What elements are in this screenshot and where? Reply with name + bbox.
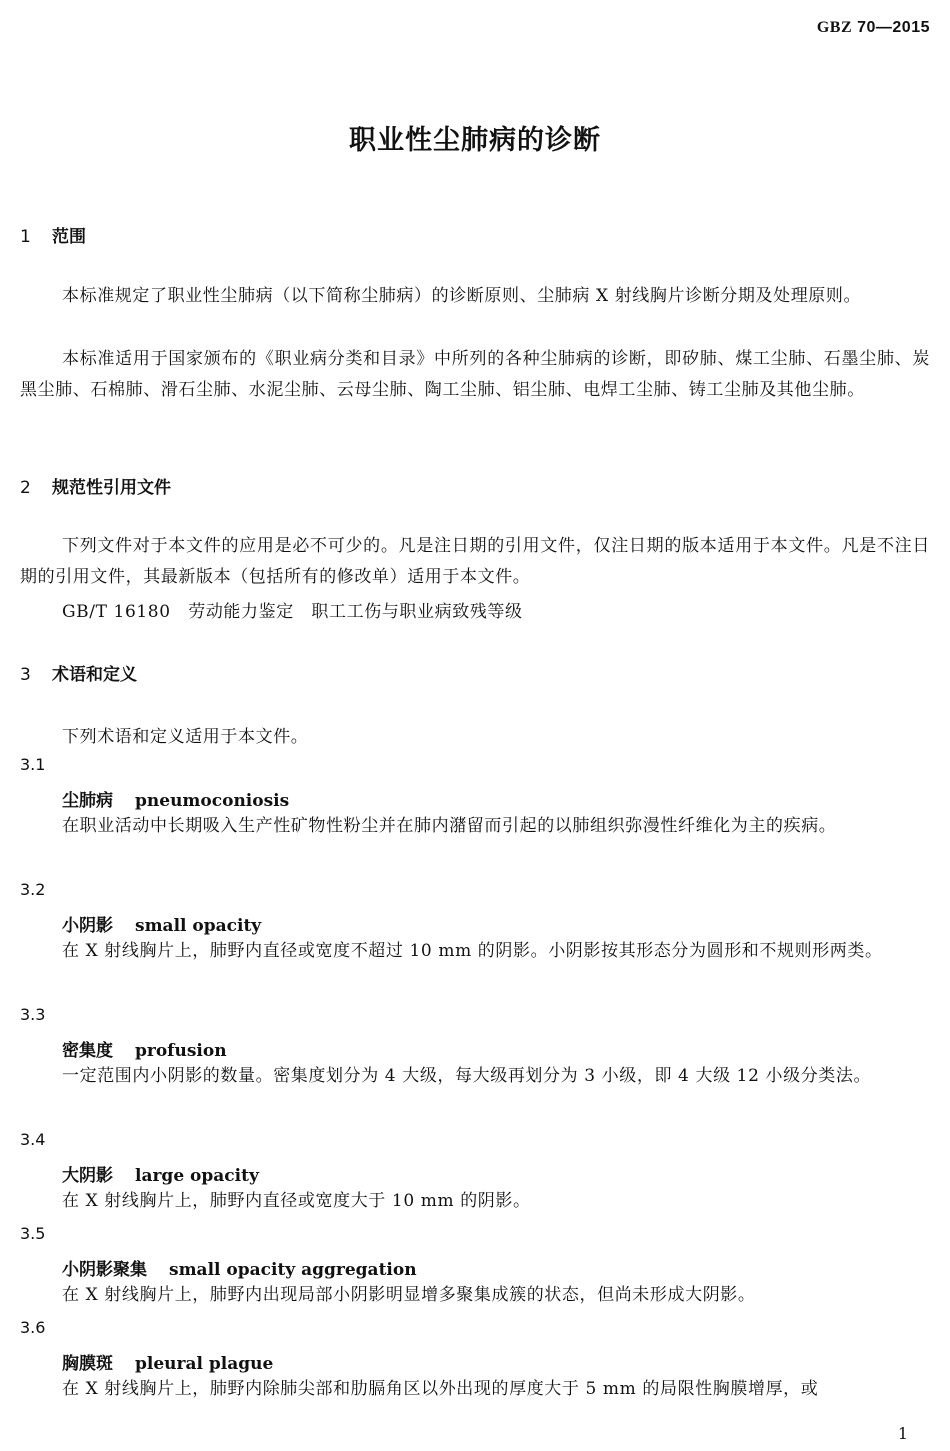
section-1-paragraph-1: 本标准规定了职业性尘肺病（以下简称尘肺病）的诊断原则、尘肺病 X 射线胸片诊断分期及处理原则。 xyxy=(62,286,862,306)
term-zh: 小阴影聚集 xyxy=(62,1260,147,1280)
term-heading xyxy=(62,1349,273,1374)
term-heading xyxy=(62,1255,417,1280)
term-definition: 在 X 射线胸片上，肺野内直径或宽度大于 10 mm 的阴影。 xyxy=(62,1191,531,1211)
term-en: pneumoconiosis xyxy=(135,791,290,811)
term-en: large opacity xyxy=(135,1166,259,1186)
term-heading xyxy=(62,786,289,811)
section-1-paragraph-2: 本标准适用于国家颁布的《职业病分类和目录》中所列的各种尘肺病的诊断，即矽肺、煤工尘肺、石墨尘肺、炭黑尘肺、石棉肺、滑石尘肺、水泥尘肺、云母尘肺、陶工尘肺、铝尘肺、电焊工尘肺、铸工尘肺及其他尘肺。 xyxy=(20,349,930,400)
term-zh: 尘肺病 xyxy=(62,791,113,811)
section-title: 规范性引用文件 xyxy=(52,478,171,498)
section-title: 范围 xyxy=(52,227,86,247)
term-heading xyxy=(62,1161,259,1186)
term-definition: 一定范围内小阴影的数量。密集度划分为 4 大级，每大级再划分为 3 小级，即 4 大级 12 小级分类法。 xyxy=(62,1066,872,1086)
section-2-paragraph-1: 下列文件对于本文件的应用是必不可少的。凡是注日期的引用文件，仅注日期的版本适用于本文件。凡是不注日期的引用文件，其最新版本（包括所有的修改单）适用于本文件。 xyxy=(20,536,930,587)
term-zh: 小阴影 xyxy=(62,916,113,936)
clause-number: 3.6 xyxy=(20,1318,46,1337)
term-en: profusion xyxy=(135,1041,227,1061)
term-definition: 在 X 射线胸片上，肺野内出现局部小阴影明显增多聚集成簇的状态，但尚未形成大阴影。 xyxy=(62,1285,756,1305)
terms-intro: 下列术语和定义适用于本文件。 xyxy=(62,727,309,747)
section-3-heading xyxy=(20,660,137,685)
term-heading xyxy=(62,1036,227,1061)
document-title: 职业性尘肺病的诊断 xyxy=(349,125,601,156)
term-zh: 大阴影 xyxy=(62,1166,113,1186)
section-title: 术语和定义 xyxy=(52,665,137,685)
term-definition: 在 X 射线胸片上，肺野内除肺尖部和肋膈角区以外出现的厚度大于 5 mm 的局限性胸膜增厚，或 xyxy=(62,1379,819,1399)
standard-code-prefix: GBZ xyxy=(816,19,853,36)
clause-number: 3.1 xyxy=(20,755,46,774)
term-en: small opacity aggregation xyxy=(169,1260,417,1280)
section-number: 2 xyxy=(20,478,31,498)
section-2-heading xyxy=(20,473,171,498)
section-number: 1 xyxy=(20,227,31,247)
standard-code-number: 70—2015 xyxy=(852,19,930,36)
term-definition: 在职业活动中长期吸入生产性矿物性粉尘并在肺内潴留而引起的以肺组织弥漫性纤维化为主的疾病。 xyxy=(62,816,837,836)
clause-number: 3.5 xyxy=(20,1224,46,1243)
term-zh: 胸膜斑 xyxy=(62,1354,113,1374)
clause-number: 3.4 xyxy=(20,1130,46,1149)
clause-number: 3.2 xyxy=(20,880,46,899)
term-heading xyxy=(62,911,261,936)
term-definition: 在 X 射线胸片上，肺野内直径或宽度不超过 10 mm 的阴影。小阴影按其形态分为圆形和不规则形两类。 xyxy=(62,941,883,961)
term-zh: 密集度 xyxy=(62,1041,113,1061)
section-number: 3 xyxy=(20,665,31,685)
term-en: small opacity xyxy=(135,916,262,936)
page-number: 1 xyxy=(897,1424,908,1443)
clause-number: 3.3 xyxy=(20,1005,46,1024)
term-en: pleural plague xyxy=(135,1354,274,1374)
normative-reference: GB/T 16180 劳动能力鉴定 职工工伤与职业病致残等级 xyxy=(62,602,523,622)
standard-code xyxy=(817,19,930,37)
section-1-heading xyxy=(20,222,86,247)
